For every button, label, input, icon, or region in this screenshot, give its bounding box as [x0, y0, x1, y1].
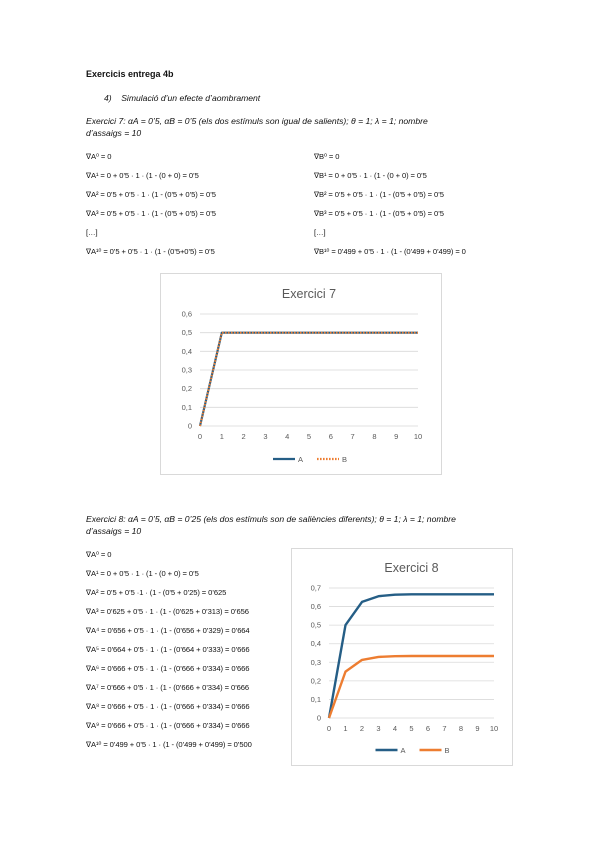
x-tick-label: 5 — [409, 724, 414, 733]
y-tick-label: 0 — [187, 421, 192, 431]
chart-exercici-8-svg — [292, 549, 512, 765]
ex7-colA-line: ∇A¹ = 0 + 0’5 · 1 · (1 - (0 + 0) = 0’5 — [86, 171, 199, 180]
series-line-a — [200, 333, 418, 426]
ex7-colB-line: […] — [314, 228, 326, 237]
x-tick-label: 6 — [425, 724, 431, 733]
x-tick-label: 2 — [359, 724, 365, 733]
ex7-colA-line: ∇A² = 0’5 + 0’5 · 1 · (1 - (0’5 + 0’5) = 0’5 — [86, 190, 216, 199]
y-tick-label: 0,3 — [181, 365, 192, 375]
y-tick-label: 0,5 — [181, 328, 192, 338]
x-tick-label: 5 — [306, 432, 312, 441]
y-tick-label: 0,2 — [310, 676, 321, 686]
ex7-colB-line: ∇B¹ = 0 + 0’5 · 1 · (1 - (0 + 0) = 0’5 — [314, 171, 427, 180]
x-tick-label: 2 — [241, 432, 246, 441]
ex8-intro-line1: Exercici 8: αA = 0’5, αB = 0’25 (els dos estímuls son de saliències diferents); θ = 1; λ = 1; nombre — [86, 514, 456, 524]
ex7-colB-line: ∇B⁰ = 0 — [314, 152, 340, 161]
ex8-colA-line: ∇A⁹ = 0’666 + 0’5 · 1 · (1 - (0’666 + 0’334) = 0’666 — [86, 721, 250, 730]
x-tick-label: 9 — [394, 432, 399, 441]
legend-label-b: B — [444, 746, 450, 755]
y-tick-label: 0,5 — [310, 620, 321, 630]
x-tick-label: 0 — [326, 724, 332, 733]
ex8-colA-line: ∇A⁶ = 0’666 + 0’5 · 1 · (1 - (0’666 + 0’334) = 0’666 — [86, 664, 250, 673]
x-tick-label: 6 — [328, 432, 333, 441]
y-tick-label: 0,4 — [181, 346, 192, 356]
chart-exercici-8 — [291, 548, 513, 766]
ex8-colA-line: ∇A⁷ = 0’666 + 0’5 · 1 · (1 - (0’666 + 0’334) = 0’666 — [86, 683, 250, 692]
ex8-colA-line: ∇A⁴ = 0’656 + 0’5 · 1 · (1 - (0’656 + 0’329) = 0’664 — [86, 626, 250, 635]
legend-label-b: B — [342, 455, 348, 464]
chart-exercici-7-svg — [161, 274, 441, 474]
legend-label-a: A — [400, 746, 406, 755]
x-tick-label: 4 — [392, 724, 398, 733]
ex8-intro — [86, 513, 506, 537]
ex7-intro-line1: Exercici 7: αA = 0’5, αB = 0’5 (els dos estímuls son igual de salients); θ = 1; λ = 1; nombre — [86, 116, 428, 126]
chart-title: Exercici 8 — [384, 561, 439, 575]
ex7-intro — [86, 115, 506, 139]
y-tick-label: 0,1 — [181, 402, 192, 412]
chart-exercici-7 — [160, 273, 442, 475]
x-tick-label: 3 — [263, 432, 268, 441]
x-tick-label: 4 — [285, 432, 290, 441]
y-tick-label: 0 — [316, 713, 321, 723]
ex7-colB-line: ∇B² = 0’5 + 0’5 · 1 · (1 - (0’5 + 0’5) = 0’5 — [314, 190, 444, 199]
series-line-b — [329, 656, 494, 718]
y-tick-label: 0,6 — [181, 309, 192, 319]
y-tick-label: 0,4 — [310, 639, 321, 649]
x-tick-label: 0 — [197, 432, 203, 441]
section-heading: 4) Simulació d’un efecte d’aombrament — [104, 93, 261, 103]
y-tick-label: 0,6 — [310, 602, 321, 612]
x-tick-label: 1 — [343, 724, 348, 733]
chart-title: Exercici 7 — [281, 287, 337, 301]
legend-label-a: A — [298, 455, 304, 464]
x-tick-label: 7 — [350, 432, 355, 441]
ex8-colA-line: ∇A⁰ = 0 — [86, 550, 112, 559]
ex8-colA-line: ∇A⁵ = 0’664 + 0’5 · 1 · (1 - (0’664 + 0’333) = 0’666 — [86, 645, 250, 654]
x-tick-label: 8 — [458, 724, 464, 733]
ex8-colA-line: ∇A⁸ = 0’666 + 0’5 · 1 · (1 - (0’666 + 0’334) = 0’666 — [86, 702, 250, 711]
x-tick-label: 3 — [376, 724, 381, 733]
x-tick-label: 7 — [442, 724, 447, 733]
x-tick-label: 10 — [413, 432, 423, 441]
ex7-colA-line: ∇A¹⁰ = 0’5 + 0’5 · 1 · (1 - (0’5+0’5) = 0’5 — [86, 247, 215, 256]
document-title: Exercicis entrega 4b — [86, 69, 174, 79]
ex7-intro-line2: d’assaigs = 10 — [86, 128, 142, 138]
ex7-colA-line: ∇A⁰ = 0 — [86, 152, 112, 161]
series-line-b — [200, 333, 418, 426]
ex7-colB-line: ∇B¹⁰ = 0’499 + 0’5 · 1 · (1 - (0’499 + 0’499) = 0 — [314, 247, 466, 256]
ex7-colA-line: ∇A³ = 0’5 + 0’5 · 1 · (1 - (0’5 + 0’5) = 0’5 — [86, 209, 216, 218]
x-tick-label: 8 — [372, 432, 377, 441]
ex8-intro-line2: d’assaigs = 10 — [86, 526, 142, 536]
ex8-colA-line: ∇A¹⁰ = 0’499 + 0’5 · 1 · (1 - (0’499 + 0’499) = 0’500 — [86, 740, 252, 749]
y-tick-label: 0,2 — [181, 384, 192, 394]
x-tick-label: 1 — [219, 432, 224, 441]
ex7-colB-line: ∇B³ = 0’5 + 0’5 · 1 · (1 - (0’5 + 0’5) = 0’5 — [314, 209, 444, 218]
ex8-colA-line: ∇A² = 0’5 + 0’5 ·1 · (1 - (0’5 + 0’25) = 0’625 — [86, 588, 227, 597]
ex7-colA-line: […] — [86, 228, 98, 237]
x-tick-label: 9 — [475, 724, 480, 733]
y-tick-label: 0,7 — [310, 583, 321, 593]
y-tick-label: 0,3 — [310, 657, 321, 667]
x-tick-label: 10 — [489, 724, 499, 733]
y-tick-label: 0,1 — [310, 694, 321, 704]
ex8-colA-line: ∇A³ = 0’625 + 0’5 · 1 · (1 - (0’625 + 0’313) = 0’656 — [86, 607, 249, 616]
ex8-colA-line: ∇A¹ = 0 + 0’5 · 1 · (1 - (0 + 0) = 0’5 — [86, 569, 199, 578]
